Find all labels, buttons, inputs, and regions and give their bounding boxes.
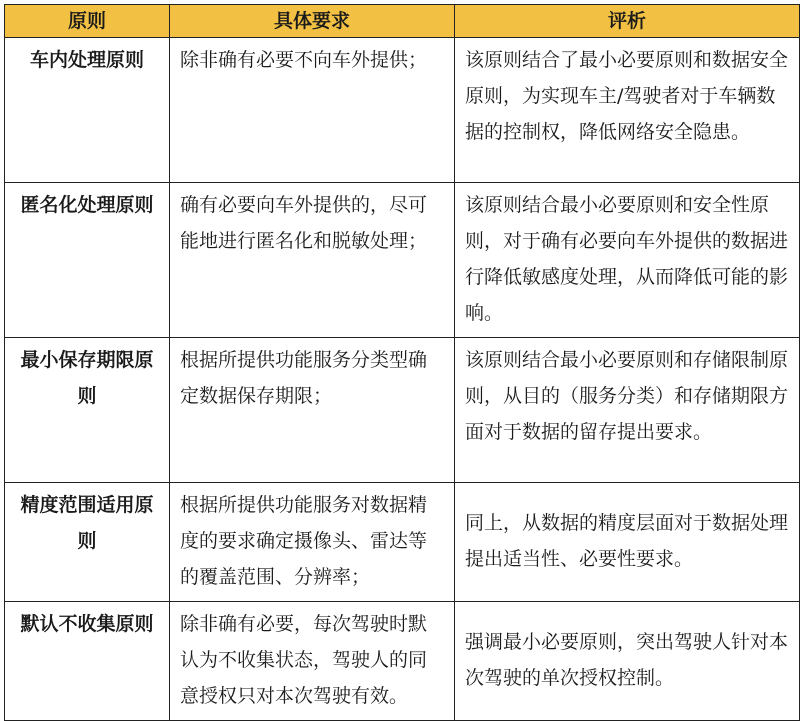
evaluation-text: 同上，从数据的精度层面对于数据处理提出适当性、必要性要求。 xyxy=(465,512,789,570)
table-row xyxy=(5,483,800,602)
table-row xyxy=(5,338,800,483)
requirement-text: 除非确有必要不向车外提供； xyxy=(180,49,428,71)
principle-text: 匿名化处理原则 xyxy=(20,194,154,216)
evaluation-cell xyxy=(455,483,800,602)
principle-text: 精度范围适用原则 xyxy=(20,494,154,552)
requirement-text: 根据所提供功能服务对数据精度的要求确定摄像头、雷达等的覆盖范围、分辨率； xyxy=(180,494,428,588)
principle-text: 车内处理原则 xyxy=(29,49,144,71)
evaluation-cell xyxy=(455,338,800,483)
principle-text: 最小保存期限原则 xyxy=(20,349,154,407)
principle-cell xyxy=(5,338,170,483)
evaluation-cell xyxy=(455,38,800,183)
evaluation-text: 强调最小必要原则，突出驾驶人针对本次驾驶的单次授权控制。 xyxy=(465,631,789,689)
evaluation-text: 该原则结合最小必要原则和存储限制原则，从目的（服务分类）和存储期限方面对于数据的留存提出要求。 xyxy=(465,349,789,443)
table-row xyxy=(5,183,800,338)
requirement-text: 根据所提供功能服务分类型确定数据保存期限； xyxy=(180,349,428,407)
evaluation-text: 该原则结合最小必要原则和安全性原则，对于确有必要向车外提供的数据进行降低敏感度处理，从而降低可能的影响。 xyxy=(465,194,789,324)
principle-cell xyxy=(5,183,170,338)
header-evaluation: 评析 xyxy=(455,5,800,38)
evaluation-text: 该原则结合了最小必要原则和数据安全原则，为实现车主/驾驶者对于车辆数据的控制权，降低网络安全隐患。 xyxy=(465,49,789,143)
requirement-cell xyxy=(170,602,455,721)
requirement-text: 除非确有必要，每次驾驶时默认为不收集状态，驾驶人的同意授权只对本次驾驶有效。 xyxy=(180,613,428,707)
requirement-text: 确有必要向车外提供的，尽可能地进行匿名化和脱敏处理； xyxy=(180,194,428,252)
requirement-cell xyxy=(170,483,455,602)
principle-cell xyxy=(5,483,170,602)
principle-cell xyxy=(5,38,170,183)
principles-table xyxy=(4,4,800,721)
table-row xyxy=(5,602,800,721)
requirement-cell xyxy=(170,338,455,483)
header-requirement: 具体要求 xyxy=(170,5,455,38)
header-row xyxy=(5,5,800,38)
principle-text: 默认不收集原则 xyxy=(20,613,154,635)
evaluation-cell xyxy=(455,602,800,721)
principle-cell xyxy=(5,602,170,721)
evaluation-cell xyxy=(455,183,800,338)
requirement-cell xyxy=(170,183,455,338)
header-principle: 原则 xyxy=(5,5,170,38)
requirement-cell xyxy=(170,38,455,183)
table-row xyxy=(5,38,800,183)
